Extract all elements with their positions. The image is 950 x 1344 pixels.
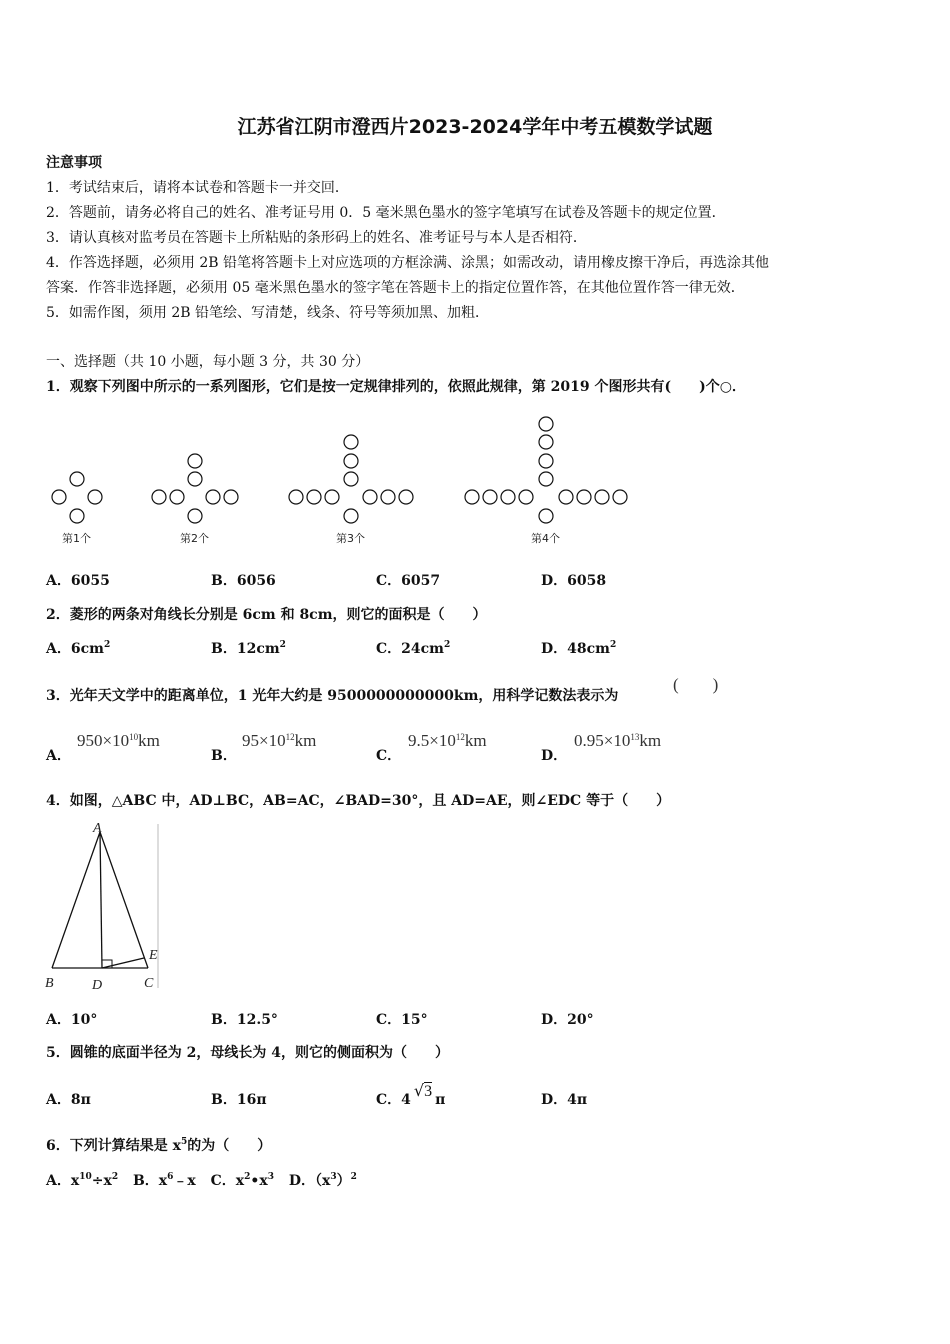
figure-circle <box>399 490 413 504</box>
q4-option-c: C．15° <box>376 1012 428 1028</box>
q3-option-d-value: $0.95\times 10^{13}km$ <box>574 731 662 750</box>
figure-circle <box>152 490 166 504</box>
notice-item: 答案．作答非选择题，必须用 05 毫米黑色墨水的签字笔在答题卡上的指定位置作答，在其他位置作答一律无效． <box>46 280 745 296</box>
question-4-stem: 4．如图，△ABC 中，AD⊥BC，AB=AC，∠BAD=30°，且 AD=AE，则∠EDC 等于（ ） <box>46 793 671 809</box>
figure-circle <box>289 490 303 504</box>
figure-circle <box>344 472 358 486</box>
q4-triangle-figure <box>40 820 170 995</box>
q1-option-b: B．6056 <box>211 573 276 589</box>
q1-option-a: A．6055 <box>46 573 110 589</box>
figure-label: 第1个 <box>62 532 91 545</box>
figure-circle <box>539 417 553 431</box>
figure-circle <box>206 490 220 504</box>
figure-circle <box>613 490 627 504</box>
figure-circle <box>188 509 202 523</box>
vertex-label-c: C <box>144 976 154 991</box>
figure-circle <box>539 454 553 468</box>
q3-option-c-label: C． <box>376 748 402 764</box>
q6-option-c: C．$x^2•x^3$ <box>210 1172 274 1189</box>
figure-circle <box>307 490 321 504</box>
figure-circle <box>70 472 84 486</box>
q6-option-a: A．$x^{10}\div x^2$ <box>46 1172 119 1189</box>
figure-circle <box>344 435 358 449</box>
page-title: 江苏省江阴市澄西片2023-2024学年中考五模数学试题 <box>237 116 713 138</box>
figure-circle <box>381 490 395 504</box>
notice-heading: 注意事项 <box>46 155 102 171</box>
figure-circle <box>595 490 609 504</box>
question-6-stem: 6．下列计算结果是 $x^5$的为（ ） <box>46 1137 272 1154</box>
question-1-stem: 1．观察下列图中所示的一系列图形，它们是按一定规律排列的，依照此规律，第 2019 个图形共有( )个○． <box>46 379 746 395</box>
figure-circle <box>483 490 497 504</box>
question-5-stem: 5．圆锥的底面半径为 2，母线长为 4，则它的侧面积为（ ） <box>46 1045 449 1061</box>
question-3-stem: 3．光年天文学中的距离单位，1 光年大约是 9500000000000km，用科学记数法表示为 <box>46 688 619 704</box>
q1-option-d: D．6058 <box>541 573 607 589</box>
figure-circle <box>344 509 358 523</box>
q4-option-d: D．20° <box>541 1012 594 1028</box>
q3-option-b-label: B． <box>211 748 237 764</box>
vertex-label-b: B <box>45 976 54 991</box>
q3-option-b-value: $95\times 10^{12}km$ <box>242 731 317 750</box>
q3-option-a-label: A． <box>46 748 71 764</box>
figure-circle <box>224 490 238 504</box>
figure-label: 第4个 <box>531 532 560 545</box>
figure-circle <box>188 472 202 486</box>
figure-circle <box>188 454 202 468</box>
section-heading: 一、选择题（共 10 小题，每小题 3 分，共 30 分） <box>46 354 370 370</box>
figure-circle <box>88 490 102 504</box>
figure-circle <box>52 490 66 504</box>
figure-circle <box>363 490 377 504</box>
figure-circle <box>465 490 479 504</box>
notice-item: 2．答题前，请务必将自己的姓名、准考证号用 0．5 毫米黑色墨水的签字笔填写在试卷及答题卡的规定位置． <box>46 205 726 221</box>
q4-option-a: A．10° <box>46 1012 98 1028</box>
figure-circle <box>344 454 358 468</box>
q3-option-c-value: $9.5\times 10^{12}km$ <box>408 731 487 750</box>
sqrt-symbol: √3 <box>413 1081 433 1100</box>
q5-option-d: D．4π <box>541 1092 588 1108</box>
question-2-stem: 2．菱形的两条对角线长分别是 6cm 和 8cm，则它的面积是（ ） <box>46 607 487 623</box>
vertex-label-e: E <box>149 948 158 963</box>
q5-option-c: C．4 √3 π <box>376 1081 446 1108</box>
q3-answer-paren: ( ) <box>673 675 719 694</box>
figure-circle <box>539 435 553 449</box>
q3-option-a-value: $950\times 10^{10}km$ <box>77 731 160 750</box>
figure-circle <box>539 472 553 486</box>
q5-option-a: A．8π <box>46 1092 91 1108</box>
notice-item: 4．作答选择题，必须用 2B 铅笔将答题卡上对应选项的方框涂满、涂黑；如需改动，请用橡皮擦干净后，再选涂其他 <box>46 255 769 271</box>
q6-option-d: D．$(x^3)^2$ <box>288 1172 357 1189</box>
notice-item: 1．考试结束后，请将本试卷和答题卡一并交回． <box>46 180 349 196</box>
figure-circle <box>70 509 84 523</box>
q1-figure <box>40 412 640 552</box>
q6-option-b: B．$x^6﹣x$ <box>132 1172 196 1189</box>
q1-option-c: C．6057 <box>376 573 441 589</box>
figure-circle <box>577 490 591 504</box>
figure-circle <box>325 490 339 504</box>
figure-circle <box>539 509 553 523</box>
q4-option-b: B．12.5° <box>211 1012 278 1028</box>
figure-circle <box>170 490 184 504</box>
q2-option-b: B．$12cm^2$ <box>211 640 286 657</box>
figure-label: 第2个 <box>180 532 209 545</box>
q2-option-c: C．$24cm^2$ <box>376 640 451 657</box>
vertex-label-d: D <box>92 978 103 993</box>
figure-circle <box>519 490 533 504</box>
figure-circle <box>501 490 515 504</box>
notice-item: 3．请认真核对监考员在答题卡上所粘贴的条形码上的姓名、准考证号与本人是否相符． <box>46 230 587 246</box>
q3-option-d-label: D． <box>541 748 568 764</box>
q6-options <box>46 1170 357 1190</box>
notice-item: 5．如需作图，须用 2B 铅笔绘、写清楚，线条、符号等须加黑、加粗． <box>46 305 490 321</box>
q5-option-b: B．16π <box>211 1092 267 1108</box>
q2-option-d: D．$48cm^2$ <box>541 640 617 657</box>
figure-circle <box>559 490 573 504</box>
q2-option-a: A．$6cm^2$ <box>46 640 111 657</box>
figure-label: 第3个 <box>336 532 365 545</box>
vertex-label-a: A <box>93 821 102 836</box>
